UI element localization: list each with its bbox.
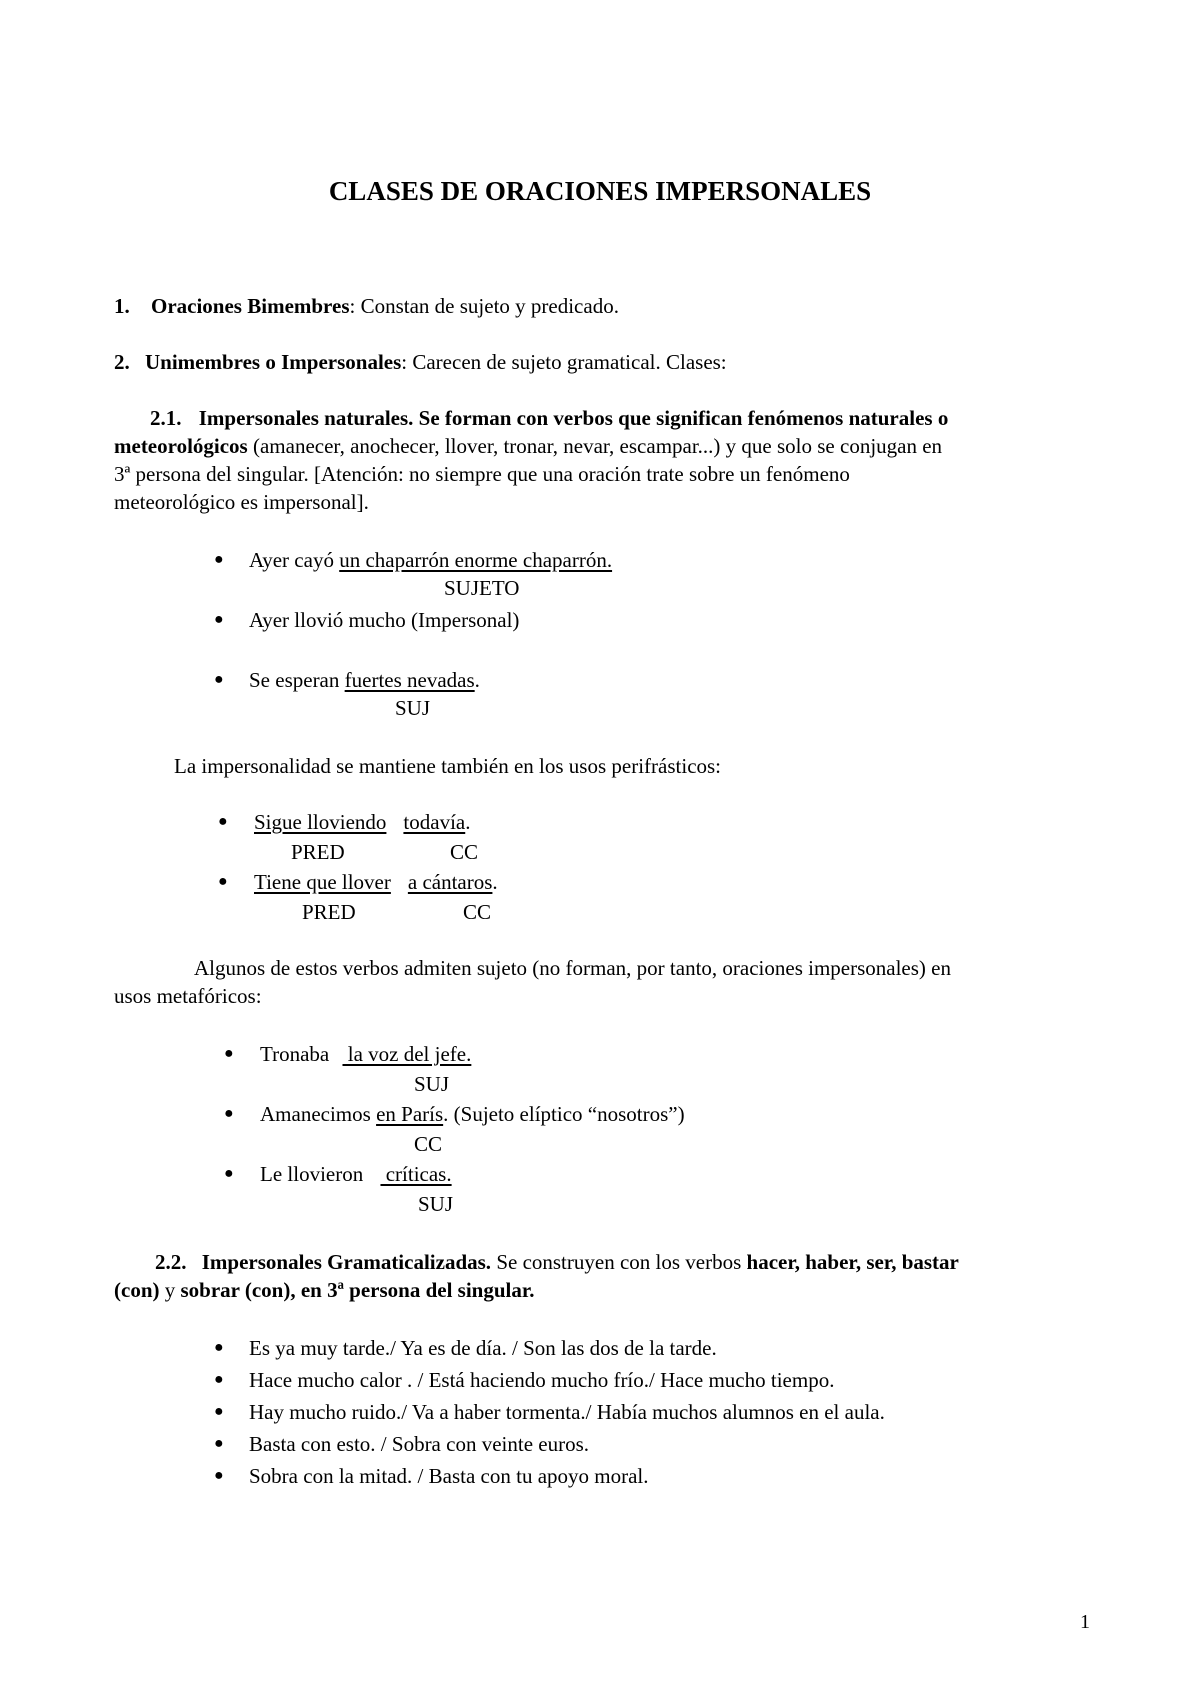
periphrastic-intro: La impersonalidad se mantiene también en los usos perifrásticos:: [174, 754, 722, 778]
bullet-icon: ●: [214, 1403, 224, 1420]
bullet-icon: ●: [214, 1371, 224, 1388]
example-1-text: Ayer cayó: [249, 548, 340, 572]
bullet-icon: ●: [214, 1339, 224, 1356]
section-2-2-con: (con): [114, 1278, 160, 1302]
example-5-label-cc: CC: [463, 900, 492, 924]
example-3-subject: fuertes nevadas: [344, 668, 475, 692]
example-7-complement: en París: [376, 1102, 444, 1126]
section-2-1-term: meteorológicos: [114, 434, 248, 458]
section-2: [114, 352, 727, 373]
grammatical-example-5: Sobra con la mitad. / Basta con tu apoyo moral.: [249, 1464, 649, 1488]
example-6-subject: la voz del jefe.: [342, 1042, 472, 1066]
example-8-subject: críticas.: [380, 1162, 452, 1186]
example-5-label-pred: PRED: [302, 900, 356, 924]
metaphor-line-1: Algunos de estos verbos admiten sujeto (no forman, por tanto, oraciones impersonales) en: [194, 956, 951, 980]
bullet-icon: ●: [224, 1165, 234, 1182]
example-4-predicate: Sigue lloviendo: [254, 810, 387, 834]
example-4-label-pred: PRED: [291, 840, 345, 864]
section-2-1-line-4: meteorológico es impersonal].: [114, 490, 369, 514]
section-1-text: : Constan de sujeto y predicado.: [349, 294, 619, 318]
section-2-2-text: Se construyen con los verbos: [491, 1250, 747, 1274]
section-2-2-rule: sobrar (con), en 3ª persona del singular.: [180, 1278, 535, 1302]
example-2: Ayer llovió mucho (Impersonal): [249, 608, 520, 632]
example-8-text: Le llovieron: [260, 1162, 369, 1186]
example-5: [254, 872, 498, 893]
section-2-2-and: y: [159, 1278, 181, 1302]
example-5-predicate: Tiene que llover: [254, 870, 391, 894]
example-6: [260, 1044, 471, 1065]
section-2-number: 2.: [114, 350, 130, 374]
example-1: [249, 550, 612, 571]
bullet-icon: ●: [214, 1467, 224, 1484]
grammatical-example-2: Hace mucho calor . / Está haciendo mucho frío./ Hace mucho tiempo.: [249, 1368, 835, 1392]
metaphor-line-2: usos metafóricos:: [114, 984, 262, 1008]
example-4-label-cc: CC: [450, 840, 479, 864]
section-1-term: Oraciones Bimembres: [151, 294, 350, 318]
section-1-number: 1.: [114, 294, 130, 318]
example-8-label: SUJ: [418, 1192, 454, 1216]
example-5-complement: a cántaros: [407, 870, 493, 894]
grammatical-example-3: Hay mucho ruido./ Va a haber tormenta./ Había muchos alumnos en el aula.: [249, 1400, 885, 1424]
section-2-2-line-2: [114, 1280, 535, 1301]
example-4: [254, 812, 470, 833]
grammatical-example-1: Es ya muy tarde./ Ya es de día. / Son las dos de la tarde.: [249, 1336, 717, 1360]
bullet-icon: ●: [224, 1105, 234, 1122]
example-7: [260, 1104, 685, 1125]
section-2-1-number: 2.1.: [150, 406, 182, 430]
bullet-icon: ●: [224, 1045, 234, 1062]
bullet-icon: ●: [218, 813, 228, 830]
bullet-icon: ●: [214, 611, 224, 628]
bullet-icon: ●: [218, 873, 228, 890]
section-2-1-line-1: [150, 408, 948, 429]
example-4-complement: todavía: [403, 810, 466, 834]
section-2-2-line-1: [155, 1252, 959, 1273]
section-2-1-line-3: 3ª persona del singular. [Atención: no siempre que una oración trate sobre un fenómeno: [114, 462, 850, 486]
section-2-term: Unimembres o Impersonales: [145, 350, 402, 374]
section-2-2-verbs: hacer, haber, ser, bastar: [746, 1250, 959, 1274]
example-7-label: CC: [414, 1132, 443, 1156]
example-6-label: SUJ: [414, 1072, 450, 1096]
section-2-2-heading: Impersonales Gramaticalizadas.: [201, 1250, 492, 1274]
example-4-end: .: [465, 810, 471, 834]
example-7-end: . (Sujeto elíptico “nosotros”): [443, 1102, 685, 1126]
bullet-icon: ●: [214, 1435, 224, 1452]
example-3-end: .: [474, 668, 480, 692]
grammatical-example-4: Basta con esto. / Sobra con veinte euros.: [249, 1432, 589, 1456]
example-8: [260, 1164, 452, 1185]
bullet-icon: ●: [214, 671, 224, 688]
section-2-text: : Carecen de sujeto gramatical. Clases:: [401, 350, 727, 374]
section-1: [114, 296, 619, 317]
example-3: [249, 670, 480, 691]
example-6-text: Tronaba: [260, 1042, 335, 1066]
example-3-label: SUJ: [395, 696, 431, 720]
section-2-1-line-2: [114, 436, 942, 457]
page-title: CLASES DE ORACIONES IMPERSONALES: [328, 176, 872, 206]
section-2-2-number: 2.2.: [155, 1250, 187, 1274]
example-1-label: SUJETO: [444, 576, 520, 600]
example-1-subject: un chaparrón enorme chaparrón.: [339, 548, 613, 572]
example-3-text: Se esperan: [249, 668, 345, 692]
section-2-1-heading: Impersonales naturales. Se forman con verbos que significan fenómenos naturales o: [198, 406, 949, 430]
example-7-text: Amanecimos: [260, 1102, 377, 1126]
bullet-icon: ●: [214, 551, 224, 568]
page-number: 1: [1080, 1611, 1090, 1633]
section-2-1-verbs: (amanecer, anochecer, llover, tronar, nevar, escampar...) y que solo se conjugan en: [247, 434, 943, 458]
example-5-end: .: [492, 870, 498, 894]
